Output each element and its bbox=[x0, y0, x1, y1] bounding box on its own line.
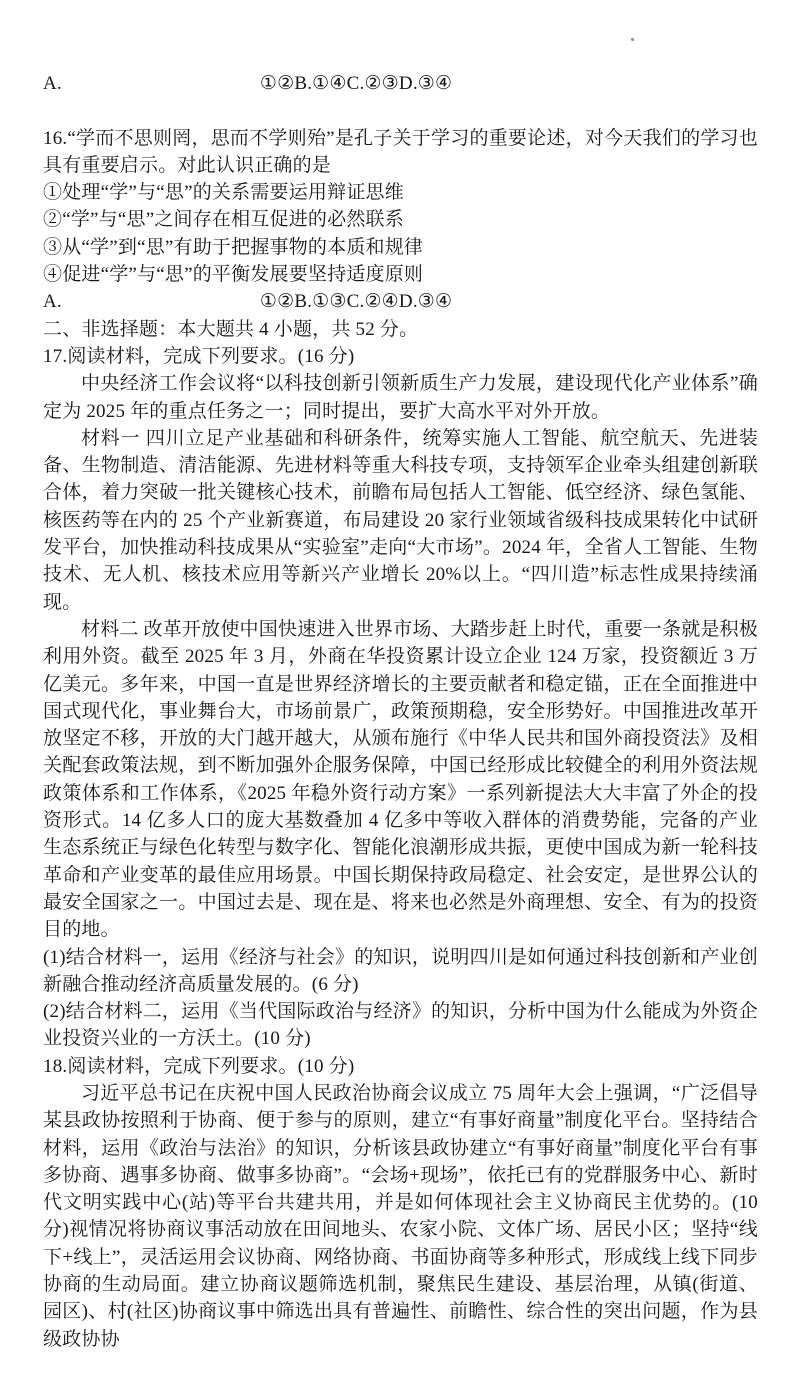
q15-choice-a-label: A. bbox=[43, 73, 62, 94]
q17-material-2: 材料二 改革开放使中国快速进入世界市场、大踏步赶上时代，重要一条就是积极利用外资。截至 2025 年 3 月，外商在华投资累计设立企业 124 万家，投资额近 3 万亿美元。多年来，中国一直是世界经济增长的主要贡献者和稳定锚，正在全面推进中国式现代化，事业舞台大，市场前景广，政策预期稳，安全形势好。中国推进改革开放坚定不移，开放的大门越开越大，从颁布施行《中华人民共和国外商投资法》及相关配套政策法规，到不断加强外企服务保障，中国已经形成比较健全的利用外资法规政策体系和工作体系，《2025 年稳外资行动方案》一系列新提法大大丰富了外企的投资形式。14 亿多人口的庞大基数叠加 4 亿多中等收入群体的消费势能，完备的产业生态系统正与绿色化转型与数字化、智能化浪潮形成共振，更使中国成为新一轮科技革命和产业变革的最佳应用场景。中国长期保持政局稳定、社会安定，是世界公认的最安全国家之一。中国过去是、现在是、将来也必然是外商理想、安全、有为的投资目的地。 bbox=[43, 618, 758, 941]
q18-title: 18.阅读材料，完成下列要求。(10 分) bbox=[43, 1055, 355, 1077]
q15-choice-options: ①②B.①④C.②③D.③④ bbox=[259, 73, 453, 94]
q16-option-2: ②“学”与“思”之间存在相互促进的必然联系 bbox=[43, 209, 404, 231]
q16-answer-line bbox=[43, 288, 758, 315]
q17-subquestion-1: (1)结合材料一，运用《经济与社会》的知识，说明四川是如何通过科技创新和产业创新融合推动经济高质量发展的。(6 分) bbox=[43, 946, 758, 995]
section-2-heading: 二、非选择题：本大题共 4 小题，共 52 分。 bbox=[43, 318, 419, 340]
q16-stem: 16.“学而不思则罔，思而不学则殆”是孔子关于学习的重要论述，对今天我们的学习也具有重要启示。对此认识正确的是 bbox=[43, 127, 758, 176]
scan-artifact-dot bbox=[631, 38, 634, 41]
q17-title: 17.阅读材料，完成下列要求。(16 分) bbox=[43, 345, 355, 367]
q16-option-4: ④促进“学”与“思”的平衡发展要坚持适度原则 bbox=[43, 264, 424, 286]
q17-material-1: 材料一 四川立足产业基础和科研条件，统筹实施人工智能、航空航天、先进装备、生物制造、清洁能源、先进材料等重大科技专项，支持领军企业牵头组建创新联合体，着力突破一批关键核心技术，前瞻布局包括人工智能、低空经济、绿色氢能、核医药等在内的 25 个产业新赛道，布局建设 20 家行业领域省级科技成果转化中试研发平台，加快推动科技成果从“实验室”走向“大市场”。2024 年，全省人工智能、生物技术、无人机、核技术应用等新兴产业增长 20%以上。“四川造”标志性成果持续涌现。 bbox=[43, 427, 758, 613]
q15-answer-line bbox=[43, 70, 758, 97]
q17-intro-paragraph: 中央经济工作会议将“以科技创新引领新质生产力发展，建设现代化产业体系”确定为 2025 年的重点任务之一；同时提出，要扩大高水平对外开放。 bbox=[43, 373, 758, 422]
q16-option-1: ①处理“学”与“思”的关系需要运用辩证思维 bbox=[43, 182, 404, 204]
q16-choice-options: ①②B.①③C.②④D.③④ bbox=[259, 291, 453, 313]
q18-body-paragraph: 习近平总书记在庆祝中国人民政治协商会议成立 75 周年大会上强调，“广泛倡导某县政协按照利于协商、便于参与的原则，建立“有事好商量”制度化平台。坚持结合材料，运用《政治与法治》的知识，分析该县政协建立“有事好商量”制度化平台有事多协商、遇事多协商、做事多协商”。“会场+现场”，依托已有的党群服务中心、新时代文明实践中心(站)等平台共建共用，并是如何体现社会主义协商民主优势的。(10 分)视情况将协商议事活动放在田间地头、农家小院、文体广场、居民小区；坚持“线下+线上”，灵活运用会议协商、网络协商、书面协商等多种形式，形成线上线下同步协商的生动局面。建立协商议题筛选机制，聚焦民生建设、基层治理，从镇(街道、园区)、村(社区)协商议事中筛选出具有普遍性、前瞻性、综合性的突出问题，作为县级政协协 bbox=[43, 1082, 758, 1350]
q16-choice-a-label: A. bbox=[43, 291, 62, 313]
q17-subquestion-2: (2)结合材料二，运用《当代国际政治与经济》的知识，分析中国为什么能成为外资企业投资兴业的一方沃土。(10 分) bbox=[43, 1001, 758, 1050]
q16-option-3: ③从“学”到“思”有助于把握事物的本质和规律 bbox=[43, 236, 424, 258]
